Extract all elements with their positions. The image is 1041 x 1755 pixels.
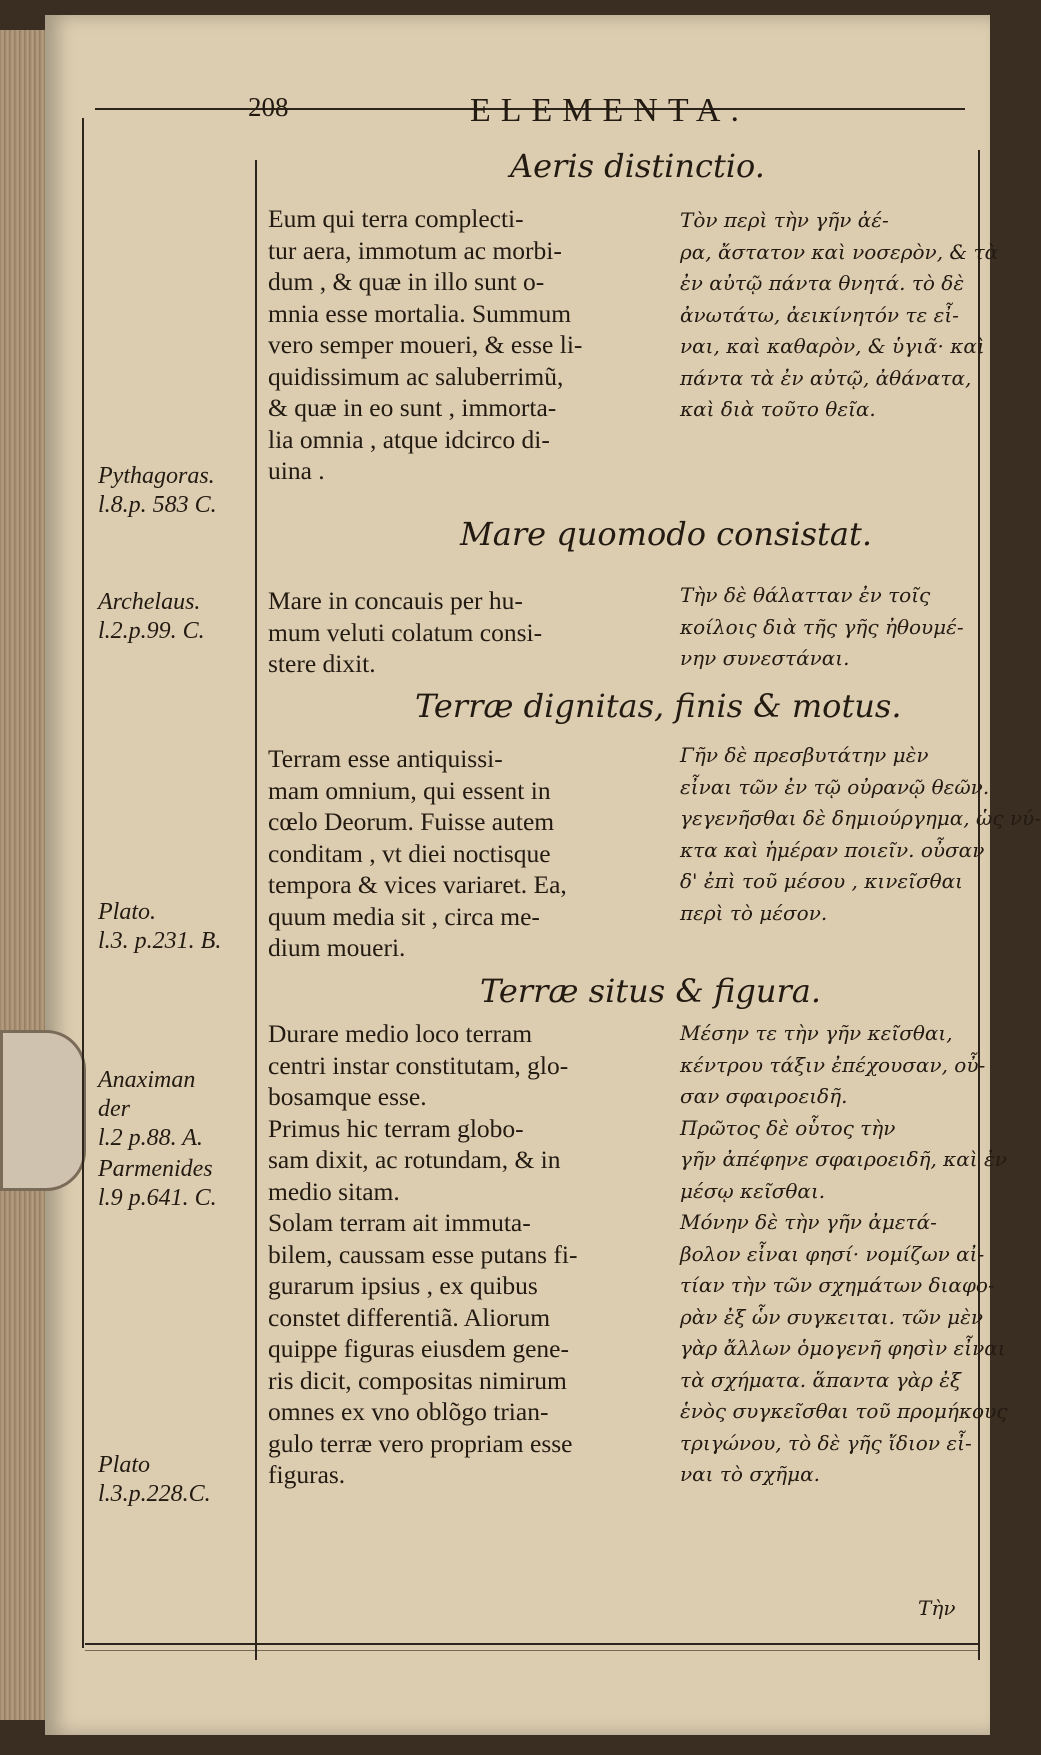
margin-note-anaximander (98, 1066, 203, 1153)
latin-line: Primus hic terram globo- (268, 1113, 524, 1143)
greek-text-situs (680, 1018, 1007, 1491)
greek-text-aer (680, 205, 998, 426)
latin-line: mum veluti colatum consi- (268, 617, 543, 647)
greek-line: βολον εἶναι φησί· νομίζων αἰ- (680, 1241, 985, 1266)
greek-text-terra (680, 740, 1041, 929)
margin-note-archelaus (98, 588, 205, 646)
margin-reference: l.2 p.88. A. (98, 1125, 203, 1151)
latin-text-situs (268, 1018, 577, 1491)
latin-text-terra (268, 743, 567, 964)
latin-line: bosamque esse. (268, 1082, 427, 1111)
margin-author: Plato (98, 1452, 150, 1478)
margin-author: Anaximan (98, 1067, 196, 1093)
latin-line: Terram esse antiquissi- (268, 744, 503, 773)
latin-line: mnia esse mortalia. Summum (268, 298, 572, 328)
latin-line: Durare medio loco terram (268, 1019, 533, 1048)
margin-note-plato-2 (98, 1451, 211, 1509)
latin-line: & quæ in eo sunt , immorta- (268, 393, 557, 422)
margin-reference: l.3.p.228.C. (98, 1481, 211, 1507)
latin-line: medio sitam. (268, 1176, 400, 1206)
greek-line: καὶ διὰ τοῦτο θεῖα. (680, 397, 876, 421)
margin-author-cont: der (98, 1096, 130, 1122)
latin-line: uina . (268, 456, 325, 485)
latin-line: quippe figuras eiusdem gene- (268, 1334, 569, 1363)
greek-line: Μόνην δὲ τὴν γῆν ἀμετά- (680, 1210, 937, 1234)
greek-line: τίαν τὴν τῶν σχημάτων διαφο- (680, 1273, 995, 1297)
greek-text-mare (680, 580, 964, 675)
latin-line: centri instar constitutam, glo- (268, 1050, 569, 1080)
latin-line: Solam terram ait immuta- (268, 1208, 531, 1237)
bottom-rule-2 (85, 1650, 978, 1651)
catchword: Τὴν (918, 1596, 956, 1620)
latin-line: omnes ex vno oblõgo trian- (268, 1397, 549, 1426)
margin-reference: l.3. p.231. B. (98, 928, 222, 954)
greek-line: κέντρου τάξιν ἐπέχουσαν, οὖ- (680, 1052, 986, 1077)
margin-rule-left (82, 118, 84, 1648)
greek-line: Μέσην τε τὴν γῆν κεῖσθαι, (680, 1021, 953, 1045)
greek-line: Πρῶτος δὲ οὗτος τὴν (680, 1115, 896, 1140)
latin-line: cœlo Deorum. Fuisse autem (268, 807, 555, 836)
page-number: 208 (248, 92, 289, 122)
greek-line: ναι τὸ σχῆμα. (680, 1462, 820, 1486)
latin-line: gurarum ipsius , ex quibus (268, 1271, 538, 1300)
greek-line: γεγενῆσθαι δὲ δημιούργημα, ὡς νύ- (680, 806, 1041, 830)
greek-line: περὶ τὸ μέσον. (680, 900, 828, 925)
latin-text-mare (268, 585, 542, 680)
latin-line: dium moueri. (268, 933, 406, 962)
section-heading-aer: Aeris distinctio. (510, 147, 765, 185)
latin-text-aer (268, 203, 582, 487)
latin-line: mam omnium, qui essent in (268, 775, 551, 805)
latin-line: quum media sit , circa me- (268, 901, 540, 931)
greek-line: κοίλοις διὰ τῆς γῆς ἠθουμέ- (680, 614, 964, 639)
greek-line: Γῆν δὲ πρεσβυτάτην μὲν (680, 743, 929, 767)
greek-line: τὰ σχήματα. ἅπαντα γὰρ ἐξ (680, 1367, 962, 1392)
greek-line: δ' ἐπὶ τοῦ μέσου , κινεῖσθαι (680, 869, 963, 893)
greek-line: ἑνὸς συγκεῖσθαι τοῦ προμήκους (680, 1399, 1008, 1423)
greek-line: εἶναι τῶν ἐν τῷ οὐρανῷ θεῶν. (680, 774, 990, 799)
latin-line: quidissimum ac saluberrimũ, (268, 361, 564, 391)
greek-line: σαν σφαιροειδῆ. (680, 1084, 848, 1108)
margin-rule-right (255, 160, 257, 1660)
greek-line: γῆν ἀπέφηνε σφαιροειδῆ, καὶ ἐν (680, 1147, 1007, 1171)
margin-author: Pythagoras. (98, 463, 215, 489)
margin-reference: l.8.p. 583 C. (98, 492, 217, 518)
greek-line: κτα καὶ ἡμέραν ποιεῖν. οὖσαν (680, 837, 985, 862)
latin-line: bilem, caussam esse putans fi- (268, 1239, 578, 1269)
margin-author: Plato. (98, 899, 156, 925)
greek-line: ἐν αὐτῷ πάντα θνητά. τὸ δὲ (680, 271, 965, 295)
greek-line: ἀνωτάτω, ἀεικίνητόν τε εἶ- (680, 302, 959, 327)
section-heading-situs: Terræ situs & figura. (480, 972, 821, 1010)
margin-note-plato-1 (98, 898, 221, 956)
greek-line: γὰρ ἄλλων ὁμογενῆ φησὶν εἶναι (680, 1336, 1006, 1360)
greek-line: ναι, καὶ καθαρὸν, & ὑγιᾶ· καὶ (680, 334, 985, 358)
latin-line: tur aera, immotum ac morbi- (268, 235, 562, 265)
margin-reference: l.2.p.99. C. (98, 618, 205, 644)
latin-line: figuras. (268, 1460, 346, 1489)
greek-line: μέσῳ κεῖσθαι. (680, 1178, 826, 1203)
greek-line: τριγώνου, τὸ δὲ γῆς ἴδιον εἶ- (680, 1430, 972, 1455)
latin-line: ris dicit, compositas nimirum (268, 1365, 567, 1395)
latin-line: vero semper moueri, & esse li- (268, 330, 583, 359)
greek-line: ρὰν ἐξ ὧν συγκειται. τῶν μὲν (680, 1304, 984, 1329)
margin-author: Archelaus. (98, 589, 201, 615)
section-heading-terra: Terræ dignitas, finis & motus. (415, 687, 902, 725)
latin-line: sam dixit, ac rotundam, & in (268, 1145, 561, 1174)
greek-line: νην συνεστάναι. (680, 646, 850, 670)
greek-line: πάντα τὰ ἐν αὐτῷ, ἀθάνατα, (680, 365, 972, 390)
latin-line: constet differentiã. Aliorum (268, 1302, 551, 1332)
latin-line: dum , & quæ in illo sunt o- (268, 267, 545, 296)
latin-line: Eum qui terra complecti- (268, 204, 524, 233)
margin-note-pythagoras (98, 462, 217, 520)
latin-line: lia omnia , atque idcirco di- (268, 424, 550, 454)
margin-reference: l.9 p.641. C. (98, 1185, 217, 1211)
bottom-rule (85, 1643, 978, 1645)
latin-line: stere dixit. (268, 649, 376, 678)
margin-note-parmenides (98, 1155, 217, 1213)
greek-line: Τὴν δὲ θάλατταν ἐν τοῖς (680, 583, 931, 607)
latin-line: conditam , vt diei noctisque (268, 838, 551, 868)
greek-line: ρα, ἄστατον καὶ νοσερὸν, & τὰ (680, 239, 999, 264)
section-heading-mare: Mare quomodo consistat. (460, 515, 872, 553)
latin-line: gulo terræ vero propriam esse (268, 1428, 573, 1458)
latin-line: Mare in concauis per hu- (268, 586, 523, 615)
greek-line: Τὸν περὶ τὴν γῆν ἀέ- (680, 208, 889, 232)
book-clasp (0, 1030, 86, 1191)
latin-line: tempora & vices variaret. Ea, (268, 870, 567, 899)
running-title: ELEMENTA. (470, 92, 749, 129)
margin-author: Parmenides (98, 1156, 213, 1182)
